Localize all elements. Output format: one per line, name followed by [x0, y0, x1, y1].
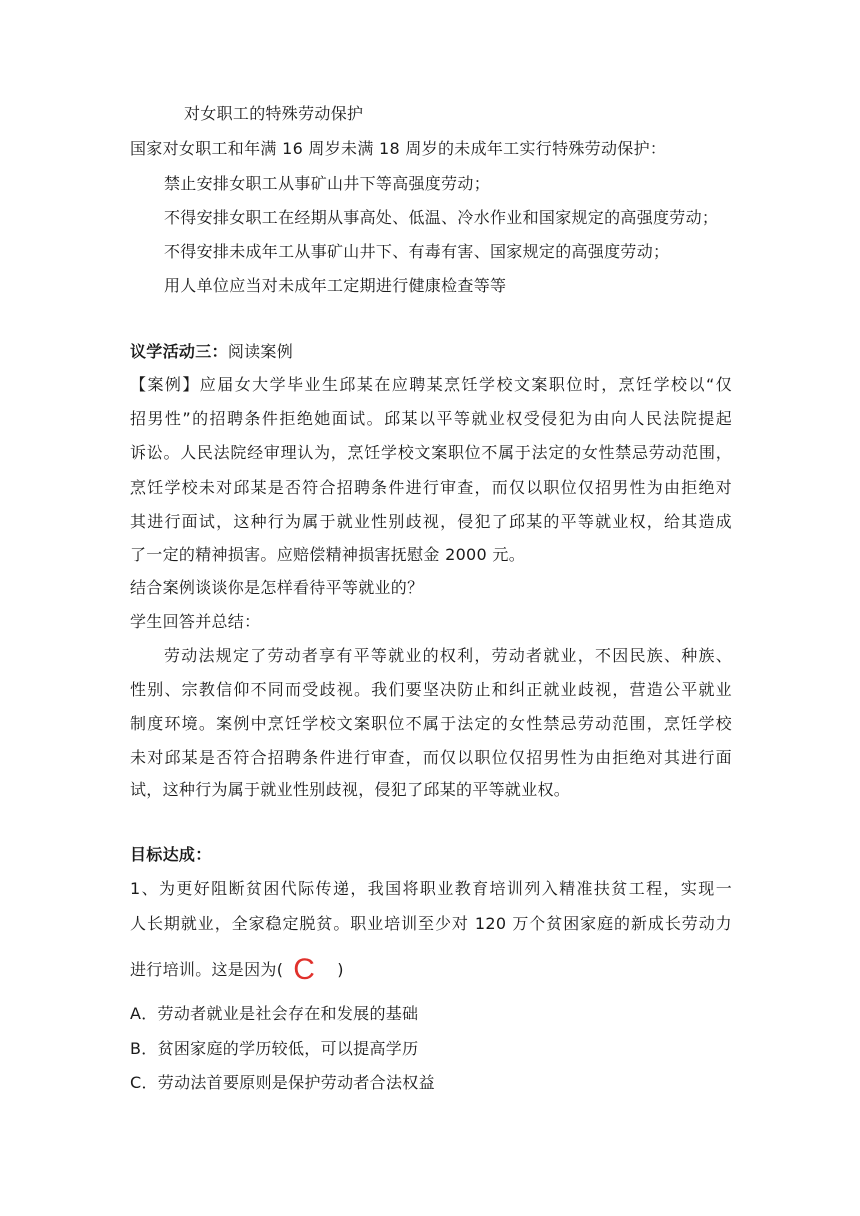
case-line: 诉讼。人民法院经审理认为，烹饪学校文案职位不属于法定的女性禁忌劳动范围，: [130, 443, 732, 462]
question-line: 人长期就业，全家稳定脱贫。职业培训至少对 120 万个贫困家庭的新成长劳动力: [130, 914, 732, 933]
summary-line: 制度环境。案例中烹饪学校文案职位不属于法定的女性禁忌劳动范围，烹饪学校: [130, 714, 732, 733]
protection-item: 禁止安排女职工从事矿山井下等高强度劳动；: [164, 174, 491, 193]
summary-line: 未对邱某是否符合招聘条件进行审查，而仅以职位仅招男性为由拒绝对其进行面: [130, 748, 732, 767]
activity-title: 阅读案例: [227, 342, 294, 361]
protection-item: 用人单位应当对未成年工定期进行健康检查等等: [164, 276, 507, 295]
question-line-answer: [130, 953, 732, 986]
option-b: B．贫困家庭的学历较低，可以提高学历: [130, 1039, 419, 1058]
question-tail: 进行培训。这是因为(: [130, 960, 284, 979]
case-line: 【案例】应届女大学毕业生邱某在应聘某烹饪学校文案职位时，烹饪学校以“仅: [130, 375, 732, 394]
protection-item: 不得安排女职工在经期从事高处、低温、冷水作业和国家规定的高强度劳动；: [164, 208, 719, 227]
option-a: A．劳动者就业是社会存在和发展的基础: [130, 1004, 419, 1023]
case-line: 其进行面试，这种行为属于就业性别歧视，侵犯了邱某的平等就业权，给其造成: [130, 512, 732, 531]
section-heading: 对女职工的特殊劳动保护: [184, 104, 364, 123]
case-line: 了一定的精神损害。应赔偿精神损害抚慰金 2000 元。: [130, 545, 525, 564]
activity-label: 议学活动三：: [130, 342, 228, 361]
answer-label: 学生回答并总结：: [130, 612, 261, 631]
summary-line: 性别、宗教信仰不同而受歧视。我们要坚决防止和纠正就业歧视，营造公平就业: [130, 680, 732, 699]
answer-mark: C: [293, 953, 316, 986]
case-line: 烹饪学校未对邱某是否符合招聘条件进行审查，而仅以职位仅招男性为由拒绝对: [130, 478, 732, 497]
activity-heading: [130, 342, 732, 362]
case-line: 招男性”的招聘条件拒绝她面试。邱某以平等就业权受侵犯为由向人民法院提起: [130, 409, 732, 428]
option-c: C．劳动法首要原则是保护劳动者合法权益: [130, 1073, 435, 1092]
protection-item: 不得安排未成年工从事矿山井下、有毒有害、国家规定的高强度劳动；: [164, 242, 670, 261]
section-intro: 国家对女职工和年满 16 周岁未满 18 周岁的未成年工实行特殊劳动保护：: [130, 139, 667, 158]
question-close: ): [337, 960, 344, 979]
case-question: 结合案例谈谈你是怎样看待平等就业的？: [130, 578, 424, 597]
goals-heading: 目标达成：: [130, 845, 212, 864]
summary-line: 试，这种行为属于就业性别歧视，侵犯了邱某的平等就业权。: [130, 780, 571, 799]
question-line: 1、为更好阻断贫困代际传递，我国将职业教育培训列入精准扶贫工程，实现一: [130, 879, 732, 898]
summary-line: 劳动法规定了劳动者享有平等就业的权利，劳动者就业，不因民族、种族、: [164, 646, 732, 665]
